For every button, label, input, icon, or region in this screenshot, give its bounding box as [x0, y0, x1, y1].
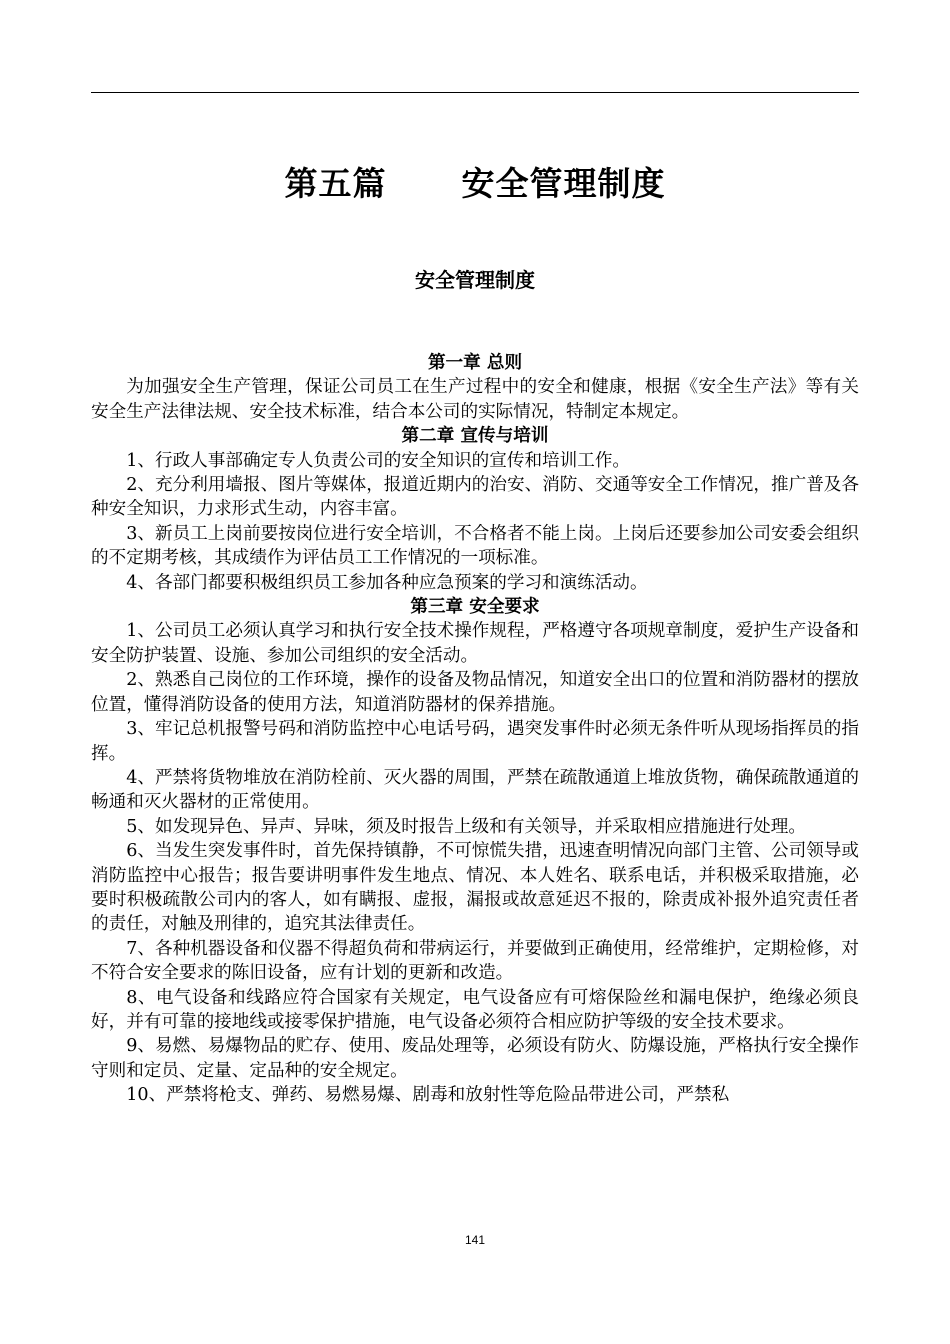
paragraph: 8、电气设备和线路应符合国家有关规定，电气设备应有可熔保险丝和漏电保护，绝缘必须良好，并有可靠的接地线或接零保护措施，电气设备必须符合相应防护等级的安全技术要求。 [91, 987, 859, 1032]
paragraph: 5、如发现异色、异声、异味，须及时报告上级和有关领导，并采取相应措施进行处理。 [126, 816, 806, 837]
paragraph: 4、各部门都要积极组织员工参加各种应急预案的学习和演练活动。 [126, 572, 648, 593]
paragraph: 6、当发生突发事件时，首先保持镇静，不可惊慌失措，迅速查明情况向部门主管、公司领导或消防监控中心报告；报告要讲明事件发生地点、情况、本人姓名、联系电话，并积极采取措施，必要时积极疏散公司内的客人，如有瞒报、虚报，漏报或故意延迟不报的，除责成补报外追究责任者的责任，对触及刑律的，追究其法律责任。 [91, 841, 859, 935]
document-body [91, 351, 859, 1108]
paragraph: 10、严禁将枪支、弹药、易燃易爆、剧毒和放射性等危险品带进公司，严禁私 [126, 1085, 730, 1106]
paragraph: 9、易燃、易爆物品的贮存、使用、废品处理等，必须设有防火、防爆设施，严格执行安全操作守则和定员、定量、定品种的安全规定。 [91, 1036, 859, 1081]
chapter-heading: 第二章 宣传与培训 [401, 425, 549, 447]
part-title: 第五篇 安全管理制度 [284, 164, 666, 203]
paragraph: 1、行政人事部确定专人负责公司的安全知识的宣传和培训工作。 [126, 450, 631, 471]
document-subtitle: 安全管理制度 [415, 268, 535, 292]
paragraph: 2、熟悉自己岗位的工作环境，操作的设备及物品情况，知道安全出口的位置和消防器材的摆放位置，懂得消防设备的使用方法，知道消防器材的保养措施。 [91, 670, 859, 715]
header-rule [91, 92, 859, 93]
paragraph: 1、公司员工必须认真学习和执行安全技术操作规程，严格遵守各项规章制度，爱护生产设备和安全防护装置、设施、参加公司组织的安全活动。 [91, 621, 859, 666]
chapter-heading: 第三章 安全要求 [410, 596, 540, 618]
paragraph: 7、各种机器设备和仪器不得超负荷和带病运行，并要做到正确使用，经常维护，定期检修，对不符合安全要求的陈旧设备，应有计划的更新和改造。 [91, 938, 859, 984]
paragraph: 2、充分利用墙报、图片等媒体，报道近期内的治安、消防、交通等安全工作情况，推广普及各种安全知识，力求形式生动，内容丰富。 [91, 475, 859, 520]
paragraph: 为加强安全生产管理，保证公司员工在生产过程中的安全和健康，根据《安全生产法》等有关安全生产法律法规、安全技术标准，结合本公司的实际情况，特制定本规定。 [91, 377, 859, 422]
page-number: 141 [464, 1233, 486, 1247]
chapter-heading: 第一章 总则 [427, 352, 523, 373]
paragraph: 4、严禁将货物堆放在消防栓前、灭火器的周围，严禁在疏散通道上堆放货物，确保疏散通道的畅通和灭火器材的正常使用。 [91, 767, 859, 813]
paragraph: 3、牢记总机报警号码和消防监控中心电话号码，遇突发事件时必须无条件听从现场指挥员的指挥。 [91, 719, 859, 764]
paragraph: 3、新员工上岗前要按岗位进行安全培训，不合格者不能上岗。上岗后还要参加公司安委会组织的不定期考核，其成绩作为评估员工工作情况的一项标准。 [91, 523, 859, 569]
